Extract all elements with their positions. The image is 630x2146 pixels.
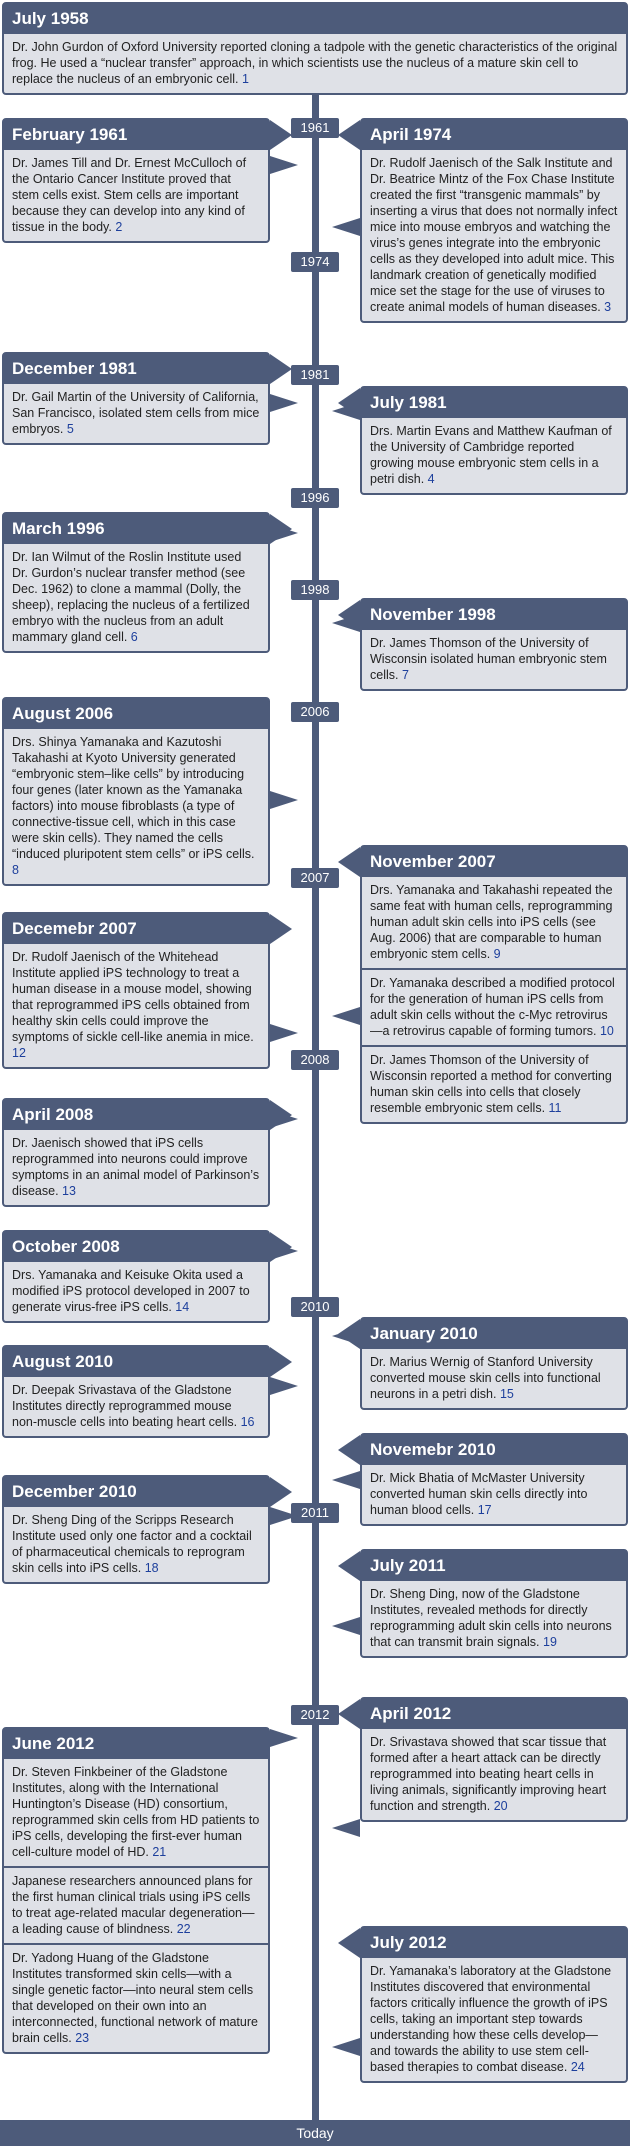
event-card	[360, 1926, 628, 2083]
date-pointer-icon	[270, 1232, 292, 1262]
event-date: October 2008	[4, 1232, 268, 1262]
timeline-pointer-icon	[270, 1377, 298, 1395]
event-description	[4, 944, 268, 1067]
event-description	[4, 1507, 268, 1582]
year-tag-1981: 1981	[291, 365, 339, 385]
event-description	[4, 150, 268, 241]
event-text: Dr. Rudolf Jaenisch of the Whitehead Institute applied iPS technology to treat a human disease in a mouse model, showing that reprogrammed iPS cells obtained from healthy skin cells could improve the symptoms of sickle cell-like anemia in mice.	[12, 950, 254, 1044]
event-card	[2, 352, 270, 445]
timeline-pointer-icon	[332, 1007, 360, 1025]
event-description	[362, 1349, 626, 1408]
event-date: April 1974	[362, 120, 626, 150]
reference-link[interactable]: 18	[144, 1561, 159, 1575]
event-card	[360, 1549, 628, 1658]
event-text: Japanese researchers announced plans for the first human clinical trials using iPS cells to treat age-related macular degeneration—a leading cause of blindness.	[12, 1874, 255, 1936]
timeline-pointer-icon	[270, 394, 298, 412]
event-text: Dr. James Thomson of the University of Wisconsin isolated human embryonic stem cells.	[370, 636, 607, 682]
event-date: December 1981	[4, 354, 268, 384]
year-tag-2010: 2010	[291, 1297, 339, 1317]
event-card	[2, 1345, 270, 1438]
event-text: Drs. Martin Evans and Matthew Kaufman of the University of Cambridge reported growing mouse embryonic stem cells in a petri dish.	[370, 424, 612, 486]
year-tag-2008: 2008	[291, 1050, 339, 1070]
event-date: March 1996	[4, 514, 268, 544]
reference-link[interactable]: 5	[66, 422, 74, 436]
timeline-axis	[312, 95, 319, 2120]
timeline-pointer-icon	[270, 791, 298, 809]
event-description	[4, 1866, 268, 1943]
event-date: July 2012	[362, 1928, 626, 1958]
event-text: Dr. James Thomson of the University of Wisconsin reported a method for converting human skin cells into cells that closely resemble embryonic stem cells.	[370, 1053, 612, 1115]
event-card	[2, 512, 270, 653]
event-text: Dr. Gail Martin of the University of California, San Francisco, isolated stem cells from mice embryos.	[12, 390, 260, 436]
reference-link[interactable]: 6	[130, 630, 138, 644]
event-card	[360, 845, 628, 1124]
event-card	[2, 1727, 270, 2054]
event-text: Dr. Srivastava showed that scar tissue that formed after a heart attack can be directly reprogrammed into beating heart cells in living animals, significantly improving heart function and strength.	[370, 1735, 607, 1813]
event-text: Dr. Sheng Ding, now of the Gladstone Institutes, revealed methods for directly reprogramming adult skin cells into neurons that can transmit brain signals.	[370, 1587, 612, 1649]
event-text: Drs. Yamanaka and Keisuke Okita used a modified iPS protocol developed in 2007 to generate virus-free iPS cells.	[12, 1268, 250, 1314]
event-text: Dr. Steven Finkbeiner of the Gladstone Institutes, along with the International Huntington’s Disease (HD) consortium, reprogrammed skin cells from HD patients to iPS cells, developing the first-ever human cell-culture model of HD.	[12, 1765, 260, 1859]
event-text: Dr. Yadong Huang of the Gladstone Institutes transformed skin cells—with a single genetic factor—into neural stem cells that developed on their own into an interconnected, functional network of mature brain cells.	[12, 1951, 258, 2045]
event-date: July 2011	[362, 1551, 626, 1581]
event-description	[4, 34, 626, 93]
event-text: Dr. Mick Bhatia of McMaster University converted human skin cells directly into human blood cells.	[370, 1471, 588, 1517]
event-date: April 2008	[4, 1100, 268, 1130]
event-date: July 1958	[4, 4, 626, 34]
event-card	[2, 1230, 270, 1323]
event-text: Dr. Yamanaka described a modified protocol for the generation of human iPS cells from adult skin cells without the c-Myc retrovirus—a retrovirus capable of forming tumors.	[370, 976, 615, 1038]
timeline-pointer-icon	[332, 1617, 360, 1635]
timeline-pointer-icon	[270, 1507, 298, 1525]
event-card	[360, 1433, 628, 1526]
today-footer: Today	[0, 2120, 630, 2146]
event-description	[362, 1045, 626, 1122]
reference-link[interactable]: 2	[115, 220, 123, 234]
timeline-pointer-icon	[270, 1729, 298, 1747]
year-tag-2011: 2011	[291, 1503, 339, 1523]
reference-link[interactable]: 19	[543, 1635, 557, 1649]
reference-link[interactable]: 16	[240, 1415, 255, 1429]
event-description	[362, 630, 626, 689]
event-card	[2, 1098, 270, 1207]
event-description	[4, 384, 268, 443]
event-text: Dr. Deepak Srivastava of the Gladstone Institutes directly reprogrammed mouse non-muscle cells into beating heart cells.	[12, 1383, 241, 1429]
event-date: April 2012	[362, 1699, 626, 1729]
event-date: January 2010	[362, 1319, 626, 1349]
date-pointer-icon	[338, 1435, 360, 1465]
event-description	[4, 1377, 268, 1436]
event-card	[360, 118, 628, 323]
date-pointer-icon	[270, 1477, 292, 1507]
event-description	[4, 544, 268, 651]
reference-link[interactable]: 8	[12, 863, 19, 877]
event-card	[2, 912, 270, 1069]
event-text: Dr. Jaenisch showed that iPS cells reprogrammed into neurons could improve symptoms in an animal model of Parkinson’s disease.	[12, 1136, 260, 1198]
event-date: August 2010	[4, 1347, 268, 1377]
event-description	[362, 877, 626, 968]
event-description	[362, 1958, 626, 2081]
date-pointer-icon	[338, 600, 360, 630]
year-tag-2012: 2012	[291, 1705, 339, 1725]
reference-link[interactable]: 22	[176, 1922, 191, 1936]
reference-link[interactable]: 7	[401, 668, 409, 682]
event-date: November 1998	[362, 600, 626, 630]
event-text: Dr. Yamanaka’s laboratory at the Gladstone Institutes discovered that environmental factors critically influence the growth of iPS cells, taking an important step towards understanding how these cells develop—and towards the ability to use stem cell-based therapies to combat disease.	[370, 1964, 612, 2074]
date-pointer-icon	[270, 514, 292, 544]
reference-link[interactable]: 24	[570, 2060, 585, 2074]
event-date: December 2010	[4, 1477, 268, 1507]
date-pointer-icon	[270, 1100, 292, 1130]
event-date: November 2007	[362, 847, 626, 877]
date-pointer-icon	[338, 1319, 360, 1349]
date-pointer-icon	[338, 847, 360, 877]
year-tag-2006: 2006	[291, 702, 339, 722]
event-card	[2, 697, 270, 886]
date-pointer-icon	[338, 388, 360, 418]
reference-link[interactable]: 20	[493, 1799, 508, 1813]
year-tag-1974: 1974	[291, 252, 339, 272]
reference-link[interactable]: 11	[548, 1101, 562, 1115]
year-tag-2007: 2007	[291, 868, 339, 888]
event-text: Dr. Ian Wilmut of the Roslin Institute used Dr. Gurdon’s nuclear transfer method (see Dec. 1962) to clone a mammal (Dolly, the sheep), replacing the nucleus of a fertilized embryo with the nucleus from an adult mammary gland cell.	[12, 550, 250, 644]
event-description	[362, 418, 626, 493]
event-card	[2, 2, 628, 95]
event-card	[2, 1475, 270, 1584]
reference-link[interactable]: 3	[604, 300, 612, 314]
reference-link[interactable]: 23	[75, 2031, 90, 2045]
reference-link[interactable]: 13	[62, 1184, 76, 1198]
date-pointer-icon	[338, 1928, 360, 1958]
event-date: August 2006	[4, 699, 268, 729]
date-pointer-icon	[338, 120, 360, 150]
event-description	[4, 1130, 268, 1205]
event-description	[362, 1465, 626, 1524]
event-description	[362, 150, 626, 321]
event-text: Dr. James Till and Dr. Ernest McCulloch of the Ontario Cancer Institute proved that stem cells exist. Stem cells are important because they can develop into any kind of tissue in the body.	[12, 156, 247, 234]
date-pointer-icon	[338, 1551, 360, 1581]
reference-link[interactable]: 12	[12, 1046, 26, 1060]
reference-link[interactable]: 4	[427, 472, 435, 486]
event-date: February 1961	[4, 120, 268, 150]
timeline-pointer-icon	[270, 1024, 298, 1042]
event-date: June 2012	[4, 1729, 268, 1759]
event-card	[360, 1317, 628, 1410]
date-pointer-icon	[338, 1699, 360, 1729]
event-description	[4, 1759, 268, 1866]
year-tag-1998: 1998	[291, 580, 339, 600]
event-text: Dr. John Gurdon of Oxford University reported cloning a tadpole with the genetic characteristics of the original frog. He used a “nuclear transfer” approach, in which scientists use the nucleus of a mature skin cell to replace the nucleus of an embryonic cell.	[12, 40, 618, 86]
reference-link[interactable]: 17	[477, 1503, 492, 1517]
date-pointer-icon	[270, 120, 292, 150]
event-date: Novemebr 2010	[362, 1435, 626, 1465]
event-description	[4, 1943, 268, 2052]
reference-link[interactable]: 15	[499, 1387, 514, 1401]
event-description	[362, 1729, 626, 1820]
reference-link[interactable]: 21	[152, 1845, 167, 1859]
event-card	[2, 118, 270, 243]
reference-link[interactable]: 1	[242, 72, 249, 86]
event-card	[360, 386, 628, 495]
timeline-pointer-icon	[270, 156, 298, 174]
event-card	[360, 598, 628, 691]
date-pointer-icon	[270, 914, 292, 944]
event-text: Dr. Marius Wernig of Stanford University converted mouse skin cells into functional neurons in a petri dish.	[370, 1355, 601, 1401]
event-description	[4, 729, 268, 884]
year-tag-1961: 1961	[291, 118, 339, 138]
reference-link[interactable]: 10	[599, 1024, 614, 1038]
timeline-pointer-icon	[332, 1819, 360, 1837]
date-pointer-icon	[270, 354, 292, 384]
event-text: Dr. Sheng Ding of the Scripps Research Institute used only one factor and a cocktail of pharmaceutical chemicals to reprogram skin cells into iPS cells.	[12, 1513, 252, 1575]
event-card	[360, 1697, 628, 1822]
event-date: July 1981	[362, 388, 626, 418]
event-description	[362, 1581, 626, 1656]
year-tag-1996: 1996	[291, 488, 339, 508]
timeline-pointer-icon	[332, 2038, 360, 2056]
event-description	[4, 1262, 268, 1321]
event-text: Drs. Yamanaka and Takahashi repeated the same feat with human cells, reprogramming human adult skin cells into iPS cells (see Aug. 2006) that are comparable to human embryonic stem cells.	[370, 883, 613, 961]
timeline-pointer-icon	[332, 218, 360, 236]
event-description	[362, 968, 626, 1045]
event-text: Dr. Rudolf Jaenisch of the Salk Institute and Dr. Beatrice Mintz of the Fox Chase Institute created the first “transgenic mammals” by inserting a virus that does not normally infect mice into mouse embryos and watching the virus’s genes integrate into the embryonic cells as they developed into adult mice. This landmark creation of genetically modified mice set the stage for the use of viruses to create animal models of human diseases.	[370, 156, 618, 314]
event-date: Decemebr 2007	[4, 914, 268, 944]
event-text: Drs. Shinya Yamanaka and Kazutoshi Takahashi at Kyoto University generated “embryonic stem–like cells” by introducing four genes (later known as the Yamanaka factors) into mouse fibroblasts (a type of connective-tissue cell, which in this case were skin cells). They named the cells “induced pluripotent stem cells” or iPS cells.	[12, 735, 255, 861]
reference-link[interactable]: 9	[493, 947, 501, 961]
timeline-pointer-icon	[332, 1471, 360, 1489]
reference-link[interactable]: 14	[175, 1300, 190, 1314]
date-pointer-icon	[270, 1347, 292, 1377]
